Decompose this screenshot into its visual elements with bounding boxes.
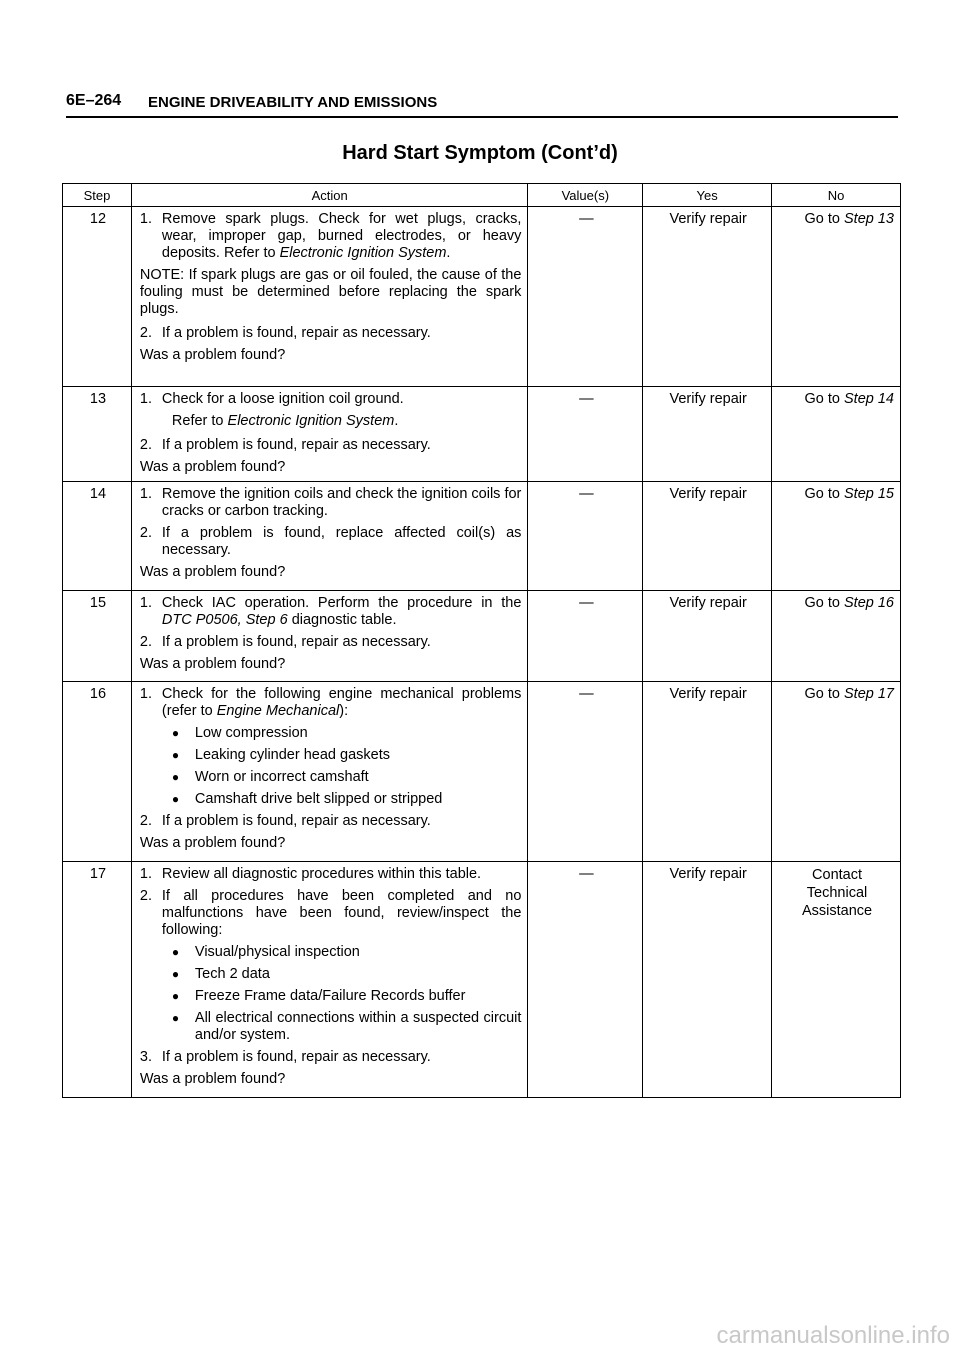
yes-cell: Verify repair [643, 862, 772, 1098]
col-step: Step [63, 184, 132, 207]
bullet-icon: ● [171, 1011, 180, 1025]
page-header [66, 90, 898, 118]
no-cell: Go to Step 13 [772, 207, 901, 387]
step-number: 17 [63, 862, 132, 1098]
no-cell: Go to Step 15 [772, 482, 901, 591]
reference-link: Electronic Ignition System [279, 245, 447, 261]
question-text: Was a problem found? [139, 459, 286, 475]
no-cell: Go to Step 14 [772, 387, 901, 482]
question-text: Was a problem found? [139, 1071, 286, 1087]
bullet-icon: ● [171, 967, 180, 981]
yes-cell: Verify repair [643, 482, 772, 591]
action-cell: 1. Remove spark plugs. Check for wet plugs, cracks, wear, improper gap, burned electrodes, or heavy deposits. Refer to Electronic Ignition System. NOTE: If spark plugs are gas or oil fouled, the cause of the fouling must be determined before replacing the spark plugs. 2. If a problem is found, repair as necessary. Was a problem found? [131, 207, 527, 387]
question-text: Was a problem found? [139, 564, 286, 580]
note-text: NOTE: If spark plugs are gas or oil fouled, the cause of the fouling must be determined before replacing the spark plugs. [139, 267, 522, 317]
list-item: ● Visual/physical inspection [171, 944, 360, 960]
bullet-icon: ● [171, 989, 180, 1003]
list-item: ● Tech 2 data [171, 966, 270, 982]
table-row [63, 207, 901, 387]
bullet-icon: ● [171, 770, 180, 784]
action-cell: 1. Remove the ignition coils and check the ignition coils for cracks or carbon tracking. 2. If a problem is found, replace affected coil(s) as necessary. Was a problem found? [131, 482, 527, 591]
watermark-text: carmanualsonline.info [716, 1322, 950, 1349]
step-number: 13 [63, 387, 132, 482]
reference-link: Electronic Ignition System [227, 413, 395, 429]
list-item: ● Freeze Frame data/Failure Records buffer [171, 988, 466, 1004]
value-cell: — [528, 482, 643, 591]
list-item: ● Low compression [171, 725, 308, 741]
list-item: ● Leaking cylinder head gaskets [171, 747, 390, 763]
action-cell: 1. Check IAC operation. Perform the procedure in the DTC P0506, Step 6 diagnostic table. 2. If a problem is found, repair as necessary. Was a problem found? [131, 591, 527, 682]
value-cell: — [528, 387, 643, 482]
table-row [63, 862, 901, 1098]
value-cell: — [528, 682, 643, 862]
list-item: ● Camshaft drive belt slipped or stripped [171, 791, 443, 807]
table-row [63, 387, 901, 482]
question-text: Was a problem found? [139, 347, 286, 363]
page-code: 6E–264 [66, 92, 122, 109]
yes-cell: Verify repair [643, 207, 772, 387]
step-number: 15 [63, 591, 132, 682]
no-cell: Contact Technical Assistance [772, 862, 901, 1098]
bullet-icon: ● [171, 726, 180, 740]
col-no: No [772, 184, 901, 207]
bullet-icon: ● [171, 792, 180, 806]
table-row [63, 682, 901, 862]
action-cell: 1. Review all diagnostic procedures within this table. 2. If all procedures have been completed and no malfunctions have been found, review/inspect the following: ● Visual/physical inspection ● Tech 2 data ● Freeze Frame data/Failure Records buffer ● All electrical connections within a suspected circuit and/or system. 3. If a problem is found, repair as necessary. Was a problem found? [131, 862, 527, 1098]
action-cell: 1. Check for a loose ignition coil ground. Refer to Electronic Ignition System. 2. If a problem is found, repair as necessary. Was a problem found? [131, 387, 527, 482]
col-action: Action [131, 184, 527, 207]
reference-link: Engine Mechanical [216, 703, 340, 719]
list-item: ● All electrical connections within a suspected circuit and/or system. [171, 1010, 522, 1043]
step-number: 16 [63, 682, 132, 862]
question-text: Was a problem found? [139, 835, 286, 851]
no-cell: Go to Step 17 [772, 682, 901, 862]
yes-cell: Verify repair [643, 682, 772, 862]
value-cell: — [528, 207, 643, 387]
yes-cell: Verify repair [643, 591, 772, 682]
yes-cell: Verify repair [643, 387, 772, 482]
value-cell: — [528, 862, 643, 1098]
table-row [63, 591, 901, 682]
action-cell: 1. Check for the following engine mechanical problems (refer to Engine Mechanical): ● Low compression ● Leaking cylinder head gaskets ● Worn or incorrect camshaft ● Camshaft drive belt slipped or stripped 2. If a problem is found, repair as necessary. Was a problem found? [131, 682, 527, 862]
col-yes: Yes [643, 184, 772, 207]
table-header-row [63, 184, 901, 207]
diagnostic-table [62, 183, 901, 1098]
no-cell: Go to Step 16 [772, 591, 901, 682]
question-text: Was a problem found? [139, 656, 286, 672]
step-number: 12 [63, 207, 132, 387]
bullet-icon: ● [171, 748, 180, 762]
bullet-icon: ● [171, 945, 180, 959]
step-number: 14 [63, 482, 132, 591]
reference-link: DTC P0506, Step 6 [161, 612, 288, 628]
section-title: ENGINE DRIVEABILITY AND EMISSIONS [148, 94, 438, 111]
list-item: ● Worn or incorrect camshaft [171, 769, 369, 785]
table-row [63, 482, 901, 591]
page-title: Hard Start Symptom (Cont’d) [342, 142, 618, 164]
value-cell: — [528, 591, 643, 682]
col-values: Value(s) [528, 184, 643, 207]
